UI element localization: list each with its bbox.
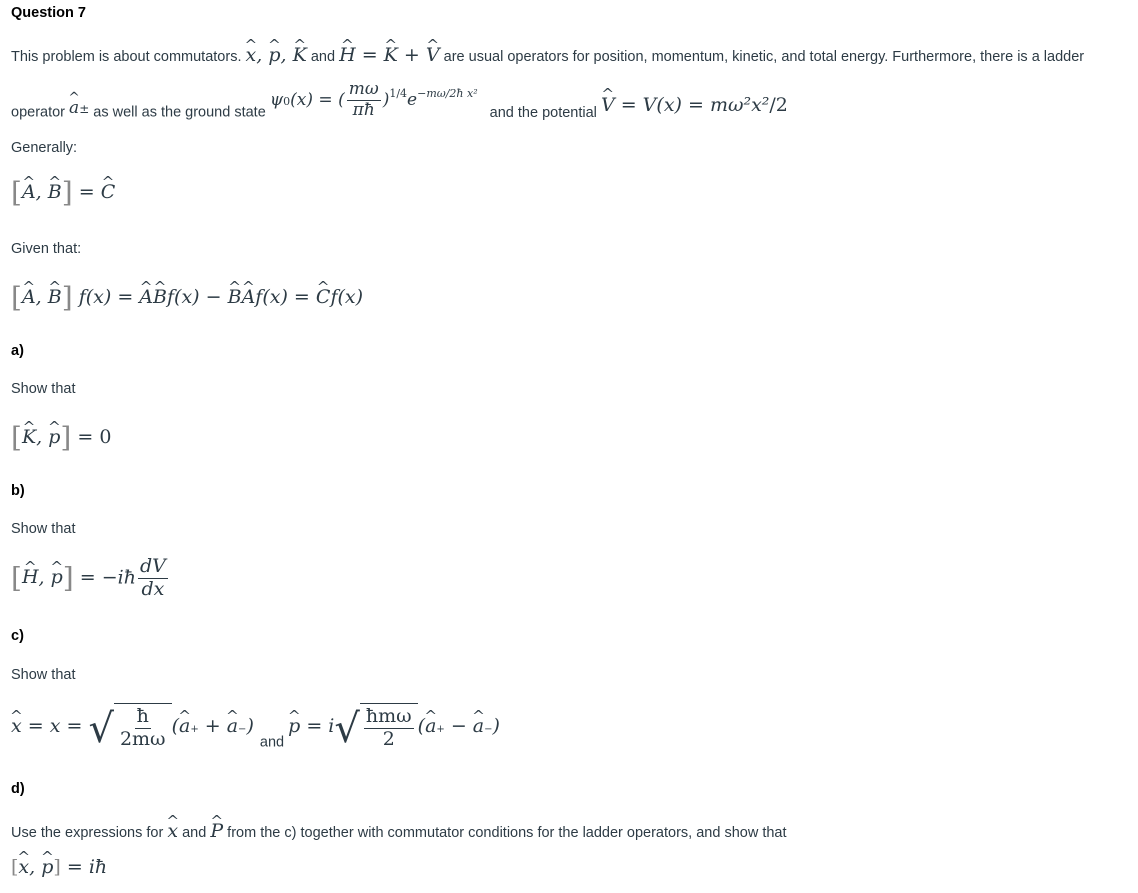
part-a-text: Show that [11, 381, 76, 397]
p-operator-math: ^ p = i√ $\frac{\text{ħmω}}{2}$ (^ a+ − ^ a−) [288, 715, 500, 737]
commutator-action-math: [^ A, ^ B] f(x) = ^ A^ Bf(x) − ^ B^ Af(x) = ^ Cf(x) [11, 281, 363, 314]
part-d-label: d) [11, 781, 25, 797]
intro-line-1 [11, 44, 1084, 66]
potential-math: ^ V = V(x) = mω²x²/2 [601, 94, 788, 116]
part-b-label: b) [11, 483, 25, 499]
intro-text-6: and the potential [489, 104, 597, 121]
intro-text-2: and [310, 49, 336, 65]
commutator-definition-math: [^ A, ^ B] = ^ C [11, 176, 115, 209]
part-c-and: and [259, 734, 285, 751]
part-c-label: c) [11, 628, 24, 644]
x-operator-math: ^ x = x = √ $\frac{ħ}{2m\omega}$ (^ a+ + ^ a−) [11, 715, 260, 737]
part-b-text: Show that [11, 521, 76, 537]
part-c-text: Show that [11, 667, 76, 683]
question-title: Question 7 [11, 5, 86, 21]
part-a-math: [^ K, ^ p] = 0 [11, 421, 111, 454]
part-d-text-3: from the c) together with commutator conditions for the ladder operators, and show that [227, 825, 787, 841]
p-hat-math: ^ P [210, 820, 223, 842]
given-label: Given that: [11, 241, 82, 257]
x-hat-math: ^ x [167, 820, 178, 842]
intro-text-4: operator [11, 104, 66, 121]
operator-list-math: ^ x, ^ p, ^ K [246, 44, 307, 66]
part-d-text-1: Use the expressions for [11, 825, 164, 841]
part-d-text-row [11, 820, 787, 842]
hamiltonian-math: ^ H = ^ K + ^ V [339, 44, 440, 66]
intro-text-1: This problem is about commutators. [11, 49, 242, 65]
part-c-math-row [11, 703, 500, 752]
part-b-math: [^ H, ^ p] = −iħ $\frac{dV}{dx}$ [11, 556, 170, 601]
part-a-label: a) [11, 343, 24, 359]
generally-label: Generally: [11, 140, 78, 156]
ground-state-math: ψ0(x) = ( $\frac{m\omega}{\pi ħ}$ )$^{1/4}e^{-m\omega/2ħ x^2}$ [269, 79, 478, 120]
part-d-math: [^ x, ^ p] = iħ [11, 856, 107, 878]
intro-line-2 [11, 80, 788, 121]
part-d-text-2: and [182, 825, 207, 841]
ladder-operator-math: ^ a± [69, 98, 89, 118]
intro-text-5: as well as the ground state [93, 104, 266, 121]
intro-text-3: are usual operators for position, momentum, kinetic, and total energy. Furthermore, there is a ladder [443, 49, 1085, 65]
